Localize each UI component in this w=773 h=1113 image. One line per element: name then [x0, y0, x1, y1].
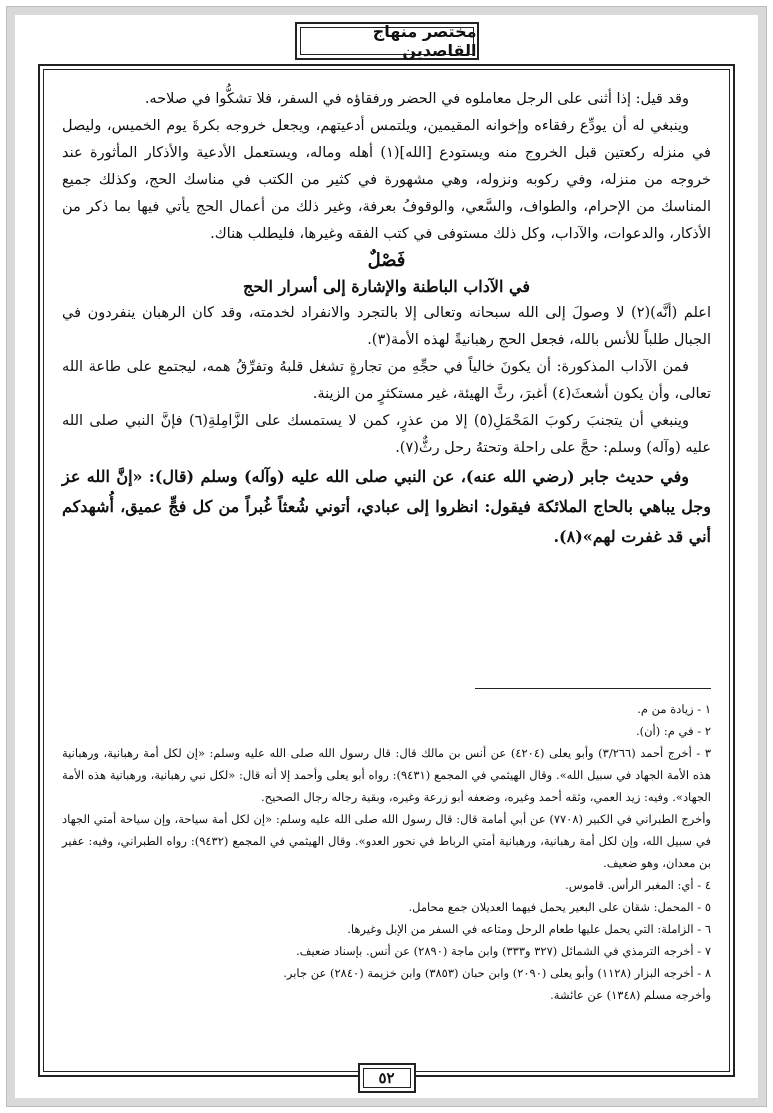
section-subheading: في الآداب الباطنة والإشارة إلى أسرار الحج: [243, 277, 530, 296]
paragraph: وينبغي له أن يودِّع رفقاءه وإخوانه المقيمين، ويلتمس أدعيتهم، ويجعل خروجه بكرةَ يوم الخميس، وليصل في منزله ركعتين قبل الخروج منه ويستودع [الله](١) أهله وماله، ويستعمل الأدعية والأذكار المأثورة عند خروجه من منزله، وفي ركوبه ونزوله، وهي مشهورة في كثير من الكتب في مناسك الحج، وكذلك جميع المناسك من الإحرام، والطواف، والسَّعي، والوقوفُ بعرفة، وغير ذلك من أعمال الحج يأتي فيها بما ذكر من الأذكار، والدعوات، والآداب، وكل ذلك مستوفى في كتب الفقه وغيرها، فليطلب هناك.: [62, 118, 711, 242]
footnote: ٧ - أخرجه الترمذي في الشمائل (٣٢٧ و٣٣٣) وابن ماجة (٢٨٩٠) عن أنس. بإسناد ضعيف.: [295, 944, 711, 958]
footnote: ٤ - أي: المغبر الرأس. قاموس.: [565, 878, 711, 892]
paragraph: وينبغي أن يتجنبَ ركوبَ المَحْمَلِ(٥) إلا من عذرٍ، كمن لا يستمسك على الزَّامِلةِ(٦) فإنَّ النبي صلى الله عليه (وآله) وسلم: حجَّ على راحلة وتحتهُ رحل رثٌّ(٧).: [62, 413, 711, 456]
paragraph: اعلم (أنَّه)(٢) لا وصولَ إلى الله سبحانه وتعالى إلا بالتجرد والانفراد لخدمته، وقد كان الرهبان ينفردون في الجبال طلباً للأنس بالله، فجعل الحج رهبانيةً لهذه الأمة(٣).: [62, 305, 711, 348]
paragraph: فمن الآداب المذكورة: أن يكونَ خالياً في حجِّهِ من تجارةٍ تشغل قلبهُ وتفرِّقُ همه، ليجتمع على طاعة الله تعالى، وأن يكون أشعثَ(٤) أغبرَ، رثَّ الهيئة، غير مستكثرٍ من الزينة.: [62, 359, 711, 402]
page-number: ٥٢: [378, 1069, 395, 1087]
footnote-separator: [475, 688, 711, 689]
running-header: [295, 22, 479, 60]
footnote: وأخرج الطبراني في الكبير (٧٧٠٨) عن أبي أمامة قال: قال رسول الله صلى الله عليه وسلم: «إن لكل أمة سياحة، وإن سياحة أمتي الجهاد في سبيل الله، وإن لكل أمة رهبانية، ورهبانية أمتي الرباط في نحور العدو». وقال الهيثمي في المجمع (٩٤٣٢): رواه الطبراني، وفيه: عفير بن معدان، وهو ضعيف.: [62, 812, 711, 870]
footnote: ٣ - أخرج أحمد (٣/٢٦٦) وأبو يعلى (٤٢٠٤) عن أنس بن مالك قال: قال رسول الله صلى الله عليه وسلم: «إن لكل أمة رهبانية، ورهبانية هذه الأمة الجهاد في سبيل الله». وقال الهيثمي في المجمع (٩٤٣١): رواه أبو يعلى وأحمد إلا أنه قال: «لكل نبي رهبانية، ورهبانية هذه الأمة الجهاد». وفيه: زيد العمي، وثقه أحمد وغيره، وضعفه أبو زرعة وغيره، وبقية رجاله رجال الصحيح.: [62, 746, 711, 804]
footnote: ٨ - أخرجه البزار (١١٢٨) وأبو يعلى (٢٠٩٠) وابن حبان (٣٨٥٣) وابن خزيمة (٢٨٤٠) عن جابر.: [283, 966, 711, 980]
footnote: ١ - زيادة من م.: [637, 702, 711, 716]
page-number-box: [358, 1063, 416, 1093]
main-text: [62, 86, 711, 552]
footnotes: [62, 698, 711, 1006]
hadith-paragraph: وفي حديث جابر (رضي الله عنه)، عن النبي صلى الله عليه (وآله) وسلم (قال): «إنَّ الله عز وجل يباهي بالحاج الملائكة فيقول: انظروا إلى عبادي، أتوني شُعثاً غُبراً من كل فجٍّ عميق، أُشهدكم أني قد غفرت لهم»(٨).: [62, 467, 711, 546]
footnote: وأخرجه مسلم (١٣٤٨) عن عائشة.: [550, 988, 711, 1002]
paragraph: وقد قيل: إذا أثنى على الرجل معاملوه في الحضر ورفقاؤه في السفر، فلا تشكُّوا في صلاحه.: [144, 91, 689, 107]
footnote: ٥ - المحمل: شقان على البعير يحمل فيهما العديلان جمع محامل.: [408, 900, 711, 914]
book-title: مختصر منهاج القاصدين: [372, 22, 477, 60]
footnote: ٦ - الزاملة: التي يحمل عليها طعام الرحل ومتاعه في السفر من الإبل وغيرها.: [347, 922, 711, 936]
section-heading: فَصْلٌ: [367, 250, 406, 271]
footnote: ٢ - في م: (أن).: [635, 724, 711, 738]
